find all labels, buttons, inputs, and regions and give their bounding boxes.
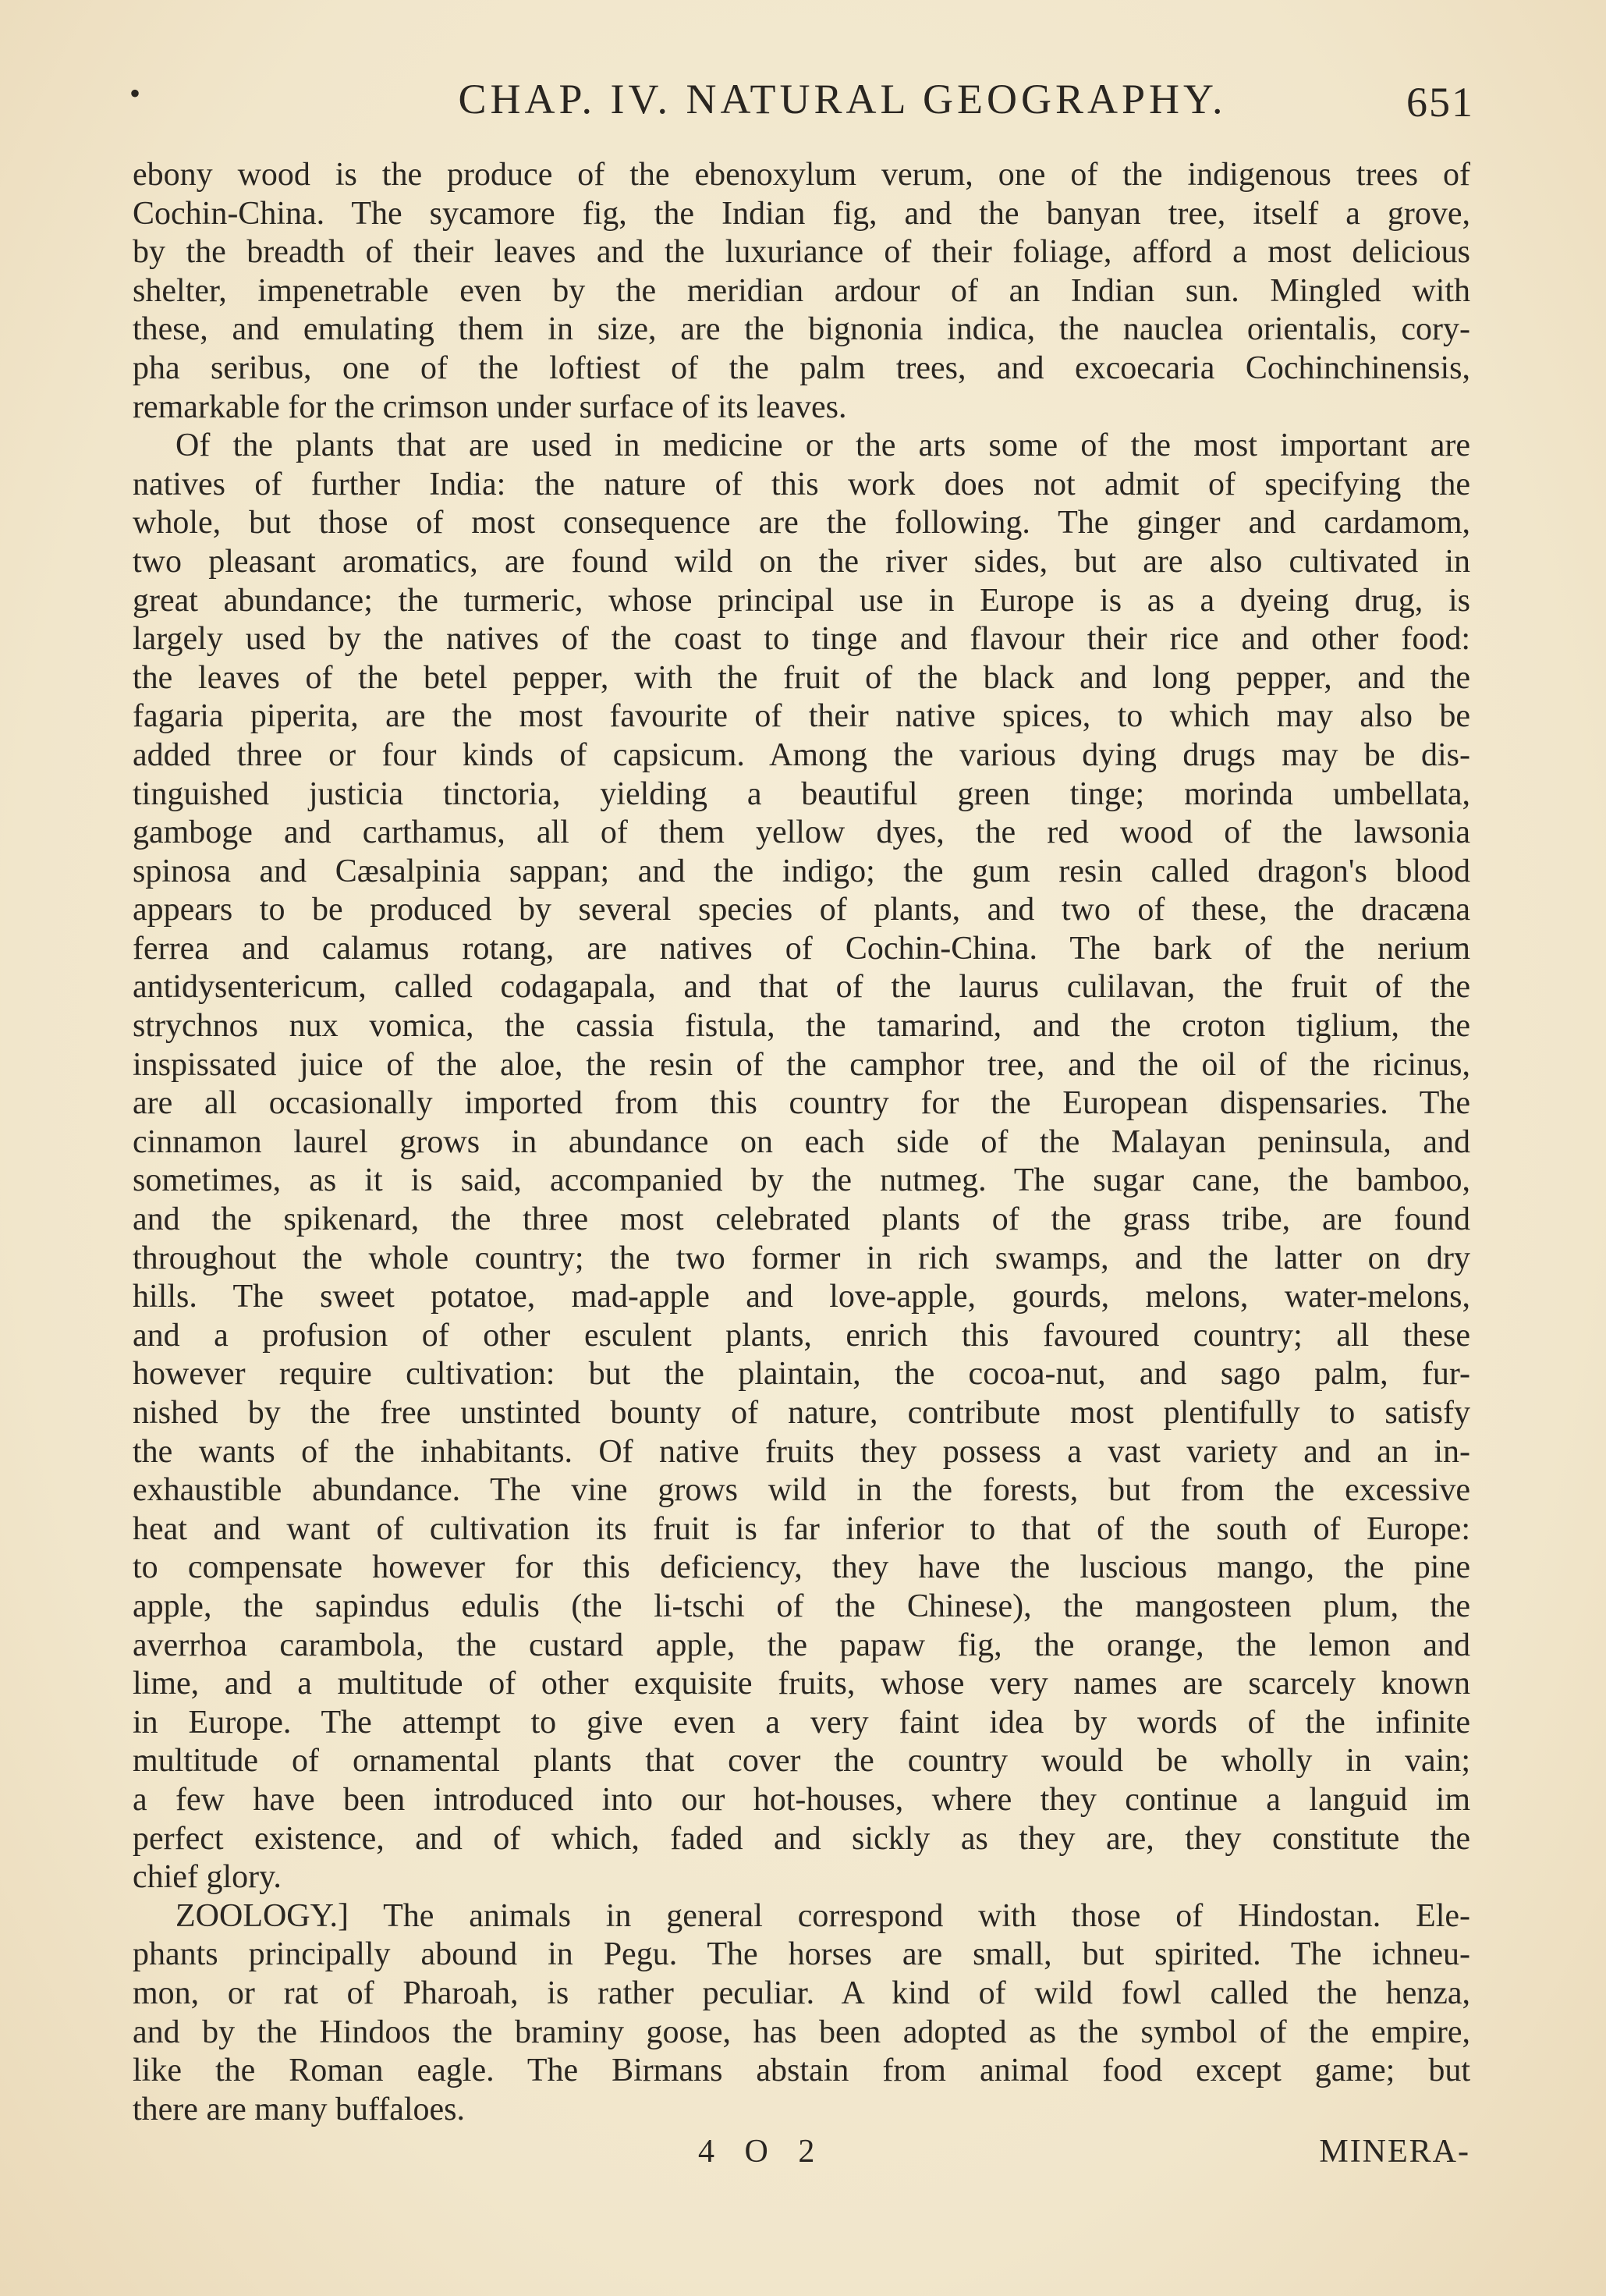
text-line: are all occasionally imported from this country for the European dispensaries. The [133, 1085, 1470, 1122]
text-line: natives of further India: the nature of this work does not admit of specifying the [133, 466, 1470, 502]
running-header [117, 72, 1474, 126]
text-line: to compensate however for this deficiency, they have the luscious mango, the pine [133, 1549, 1470, 1586]
text-line: the wants of the inhabitants. Of native fruits they possess a vast variety and an in- [133, 1433, 1470, 1470]
text-line: there are many buffaloes. [133, 2091, 466, 2127]
text-line: two pleasant aromatics, are found wild on the river sides, but are also cultivated in [133, 543, 1470, 580]
text-line: appears to be produced by several species of plants, and two of these, the dracæna [133, 892, 1470, 928]
text-line: inspissated juice of the aloe, the resin of the camphor tree, and the oil of the ricinus, [133, 1046, 1470, 1083]
text-line: apple, the sapindus edulis (the li-tschi of the Chinese), the mangosteen plum, the [133, 1588, 1470, 1624]
text-line: strychnos nux vomica, the cassia fistula, the tamarind, and the croton tiglium, the [133, 1008, 1470, 1045]
text-line: hills. The sweet potatoe, mad-apple and love-apple, gourds, melons, water-melons, [133, 1279, 1470, 1315]
text-line: cinnamon laurel grows in abundance on each side of the Malayan peninsula, and [133, 1123, 1470, 1160]
text-line: the leaves of the betel pepper, with the fruit of the black and long pepper, and the [133, 659, 1470, 696]
page-number: 651 [1406, 79, 1474, 126]
text-line: these, and emulating them in size, are the bignonia indica, the nauclea orientalis, cory- [133, 311, 1470, 348]
text-line: a few have been introduced into our hot-houses, where they continue a languid im [133, 1781, 1470, 1818]
text-line: Cochin-China. The sycamore fig, the Indian fig, and the banyan tree, itself a grove, [133, 195, 1470, 232]
text-line: great abundance; the turmeric, whose principal use in Europe is as a dyeing drug, is [133, 582, 1470, 619]
text-line: however require cultivation: but the plaintain, the cocoa-nut, and sago palm, fur- [133, 1356, 1470, 1393]
text-line: and by the Hindoos the braminy goose, has been adopted as the symbol of the empire, [133, 2014, 1470, 2050]
text-line: Of the plants that are used in medicine or the arts some of the most important are [175, 428, 1470, 464]
catchword: MINERA- [1319, 2134, 1470, 2170]
text-line: chief glory. [133, 1859, 282, 1896]
text-line: fagaria piperita, are the most favourite of their native spices, to which may also be [133, 698, 1470, 735]
text-line: ZOOLOGY.] The animals in general correspond with those of Hindostan. Ele- [175, 1897, 1470, 1934]
text-line: gamboge and carthamus, all of them yellow dyes, the red wood of the lawsonia [133, 814, 1470, 851]
text-line: by the breadth of their leaves and the luxuriance of their foliage, afford a most delicious [133, 234, 1470, 271]
text-line: pha seribus, one of the loftiest of the palm trees, and excoecaria Cochinchinensis, [133, 350, 1470, 386]
text-line: in Europe. The attempt to give even a very faint idea by words of the infinite [133, 1704, 1470, 1741]
text-line: antidysentericum, called codagapala, and that of the laurus culilavan, the fruit of the [133, 969, 1470, 1006]
body-text [133, 156, 1470, 2129]
text-line: spinosa and Cæsalpinia sappan; and the indigo; the gum resin called dragon's blood [133, 853, 1470, 889]
text-line: remarkable for the crimson under surface of its leaves. [133, 389, 847, 425]
text-line: exhaustible abundance. The vine grows wild in the forests, but from the excessive [133, 1472, 1470, 1509]
margin-mark: • [129, 76, 141, 111]
text-line: and the spikenard, the three most celebrated plants of the grass tribe, are found [133, 1201, 1470, 1238]
chapter-heading: CHAP. IV. NATURAL GEOGRAPHY. [458, 76, 1227, 122]
text-line: lime, and a multitude of other exquisite fruits, whose very names are scarcely known [133, 1666, 1470, 1702]
text-line: and a profusion of other esculent plants, enrich this favoured country; all these [133, 1317, 1470, 1354]
text-line: sometimes, as it is said, accompanied by the nutmeg. The sugar cane, the bamboo, [133, 1162, 1470, 1199]
text-line: largely used by the natives of the coast to tinge and flavour their rice and other food: [133, 621, 1470, 658]
text-line: tinguished justicia tinctoria, yielding a beautiful green tinge; morinda umbellata, [133, 775, 1470, 812]
text-line: shelter, impenetrable even by the meridian ardour of an Indian sun. Mingled with [133, 272, 1470, 309]
text-line: whole, but those of most consequence are the following. The ginger and cardamom, [133, 505, 1470, 541]
text-line: ebony wood is the produce of the ebenoxylum verum, one of the indigenous trees of [133, 157, 1470, 193]
text-line: throughout the whole country; the two former in rich swamps, and the latter on dry [133, 1240, 1470, 1276]
text-line: heat and want of cultivation its fruit is far inferior to that of the south of Europe: [133, 1510, 1470, 1547]
text-line: averrhoa carambola, the custard apple, the papaw fig, the orange, the lemon and [133, 1627, 1470, 1663]
page-footer [133, 2128, 1470, 2175]
text-line: mon, or rat of Pharoah, is rather peculiar. A kind of wild fowl called the henza, [133, 1975, 1470, 2011]
text-line: perfect existence, and of which, faded and sickly as they are, they constitute the [133, 1820, 1470, 1857]
text-line: like the Roman eagle. The Birmans abstain from animal food except game; but [133, 2053, 1470, 2089]
text-line: ferrea and calamus rotang, are natives of Cochin-China. The bark of the nerium [133, 930, 1470, 967]
signature-mark: 4 O 2 [698, 2134, 826, 2170]
text-line: added three or four kinds of capsicum. Among the various dying drugs may be dis- [133, 736, 1470, 773]
text-line: phants principally abound in Pegu. The horses are small, but spirited. The ichneu- [133, 1936, 1470, 1973]
text-line: nished by the free unstinted bounty of nature, contribute most plentifully to satisfy [133, 1395, 1470, 1431]
text-line: multitude of ornamental plants that cover the country would be wholly in vain; [133, 1743, 1470, 1780]
